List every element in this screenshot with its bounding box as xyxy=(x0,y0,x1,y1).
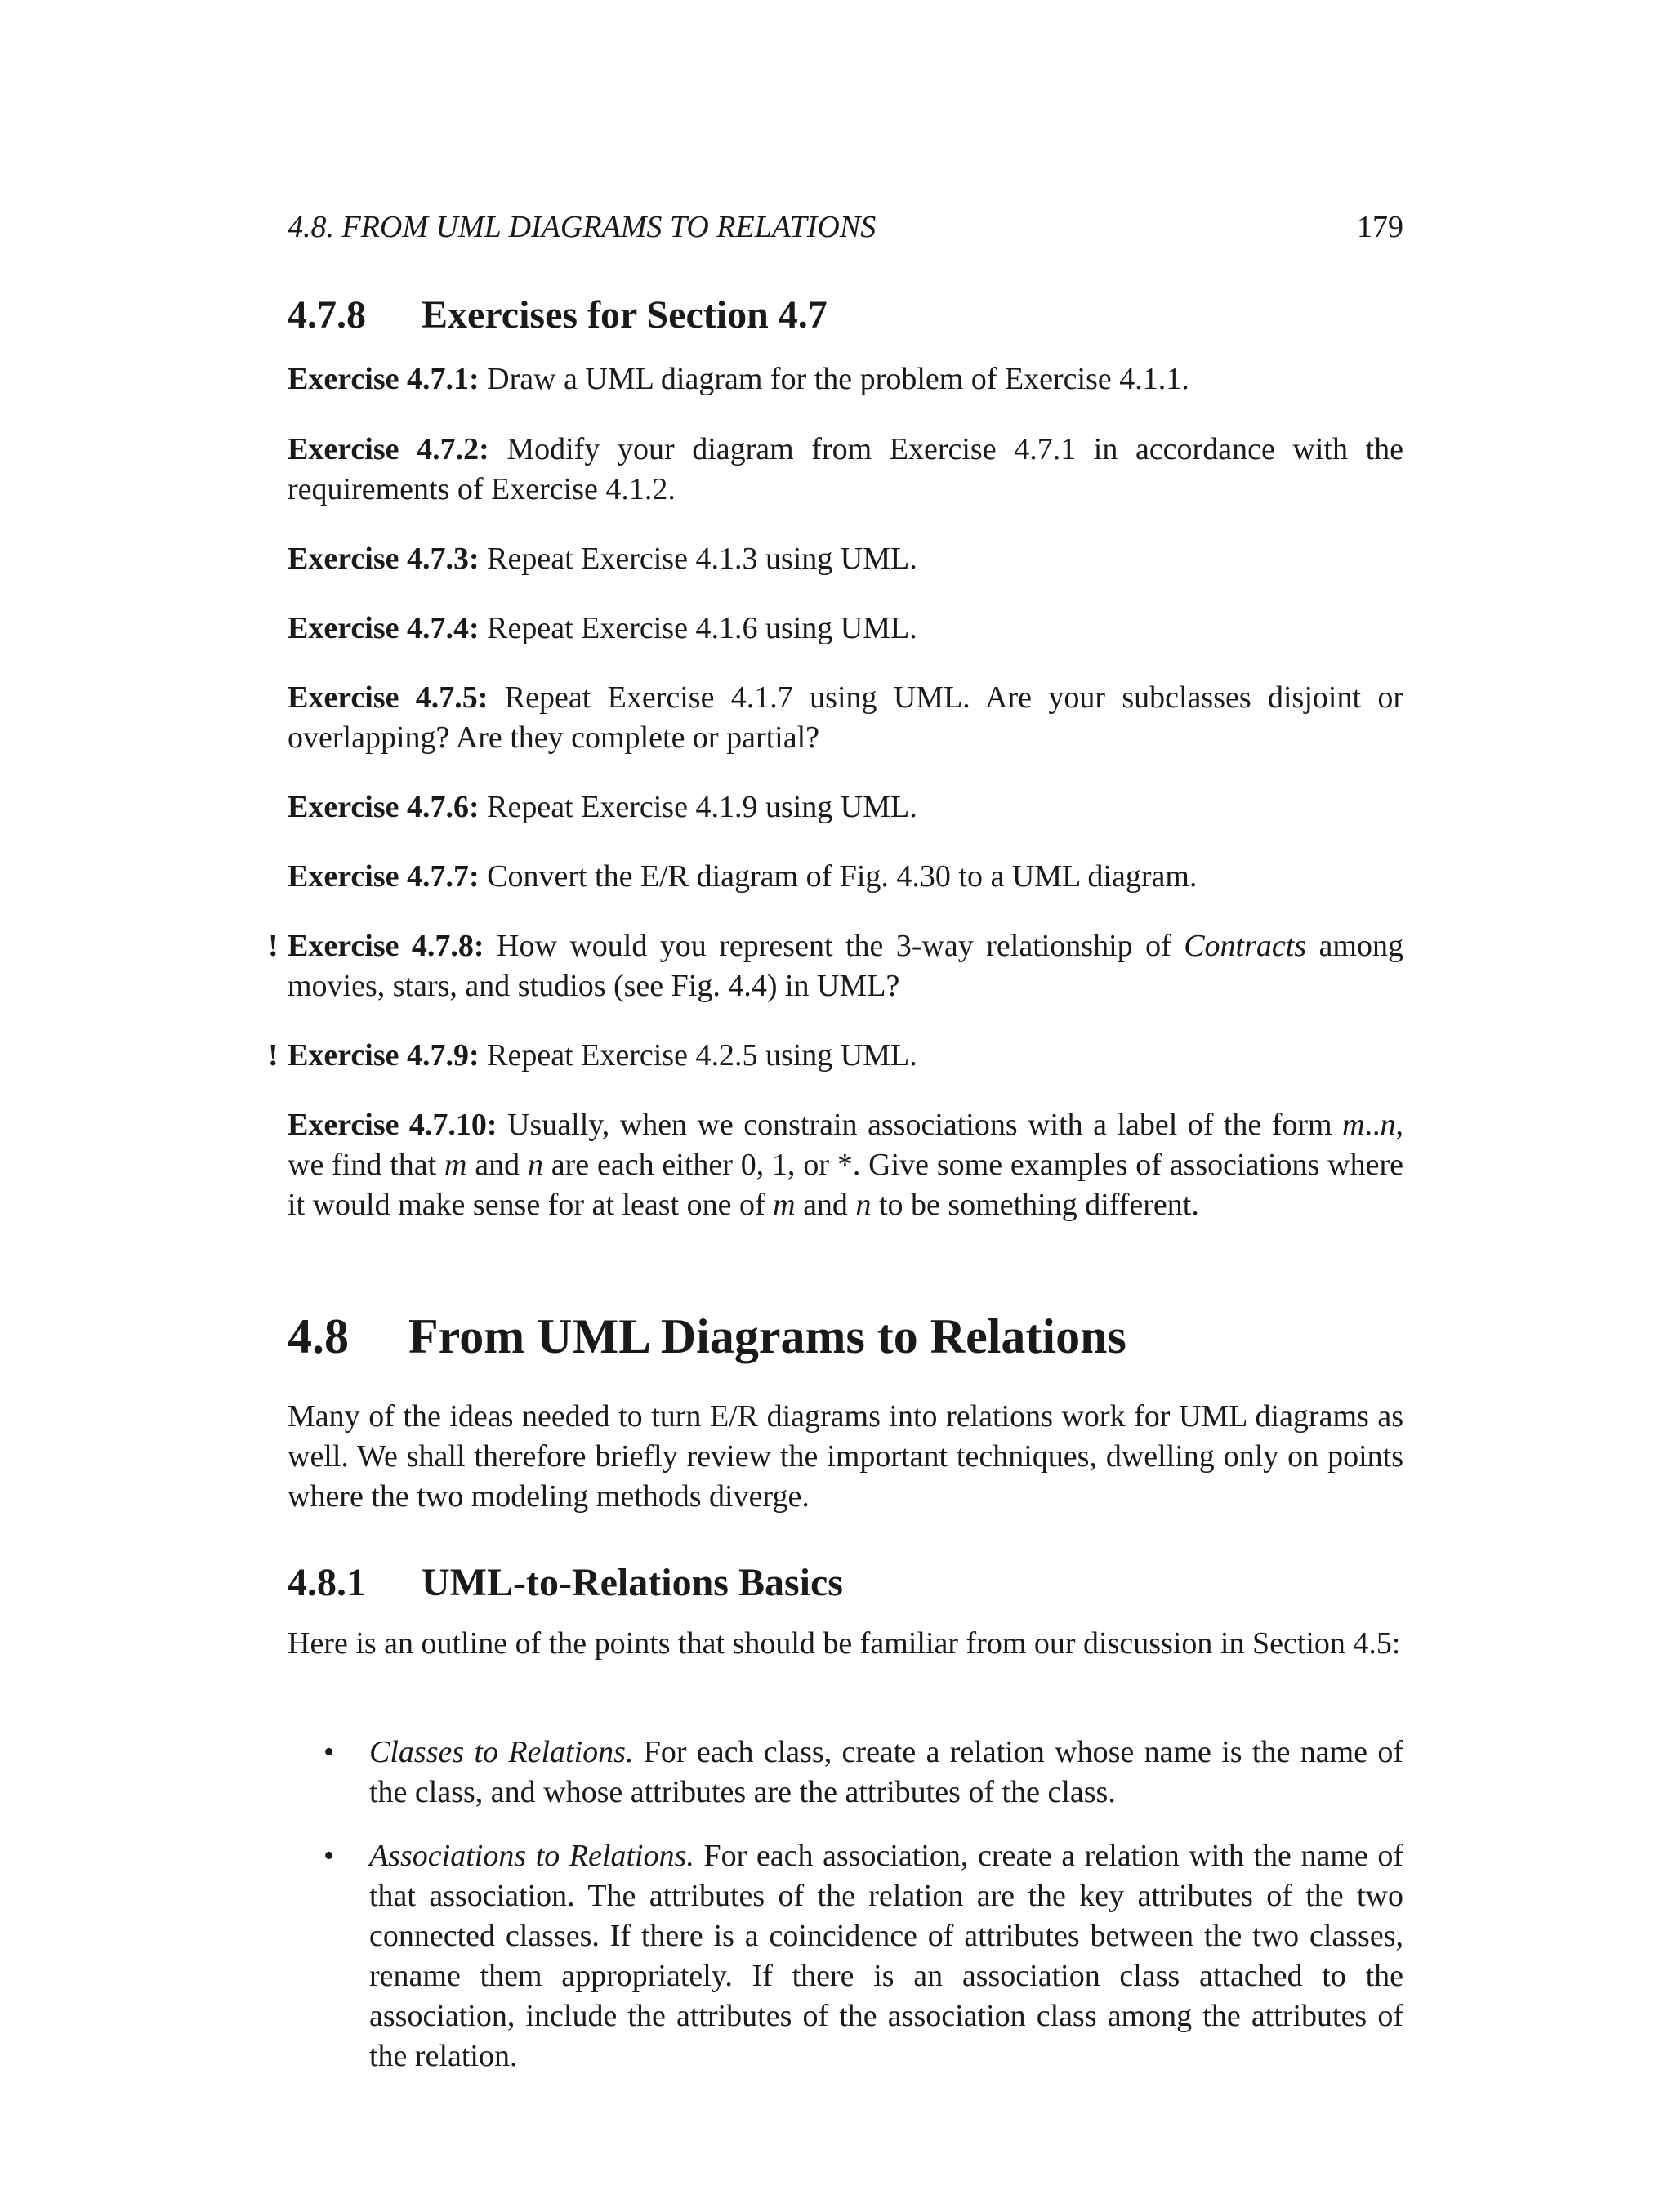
exercise-label: Exercise 4.7.4: xyxy=(288,611,480,645)
exercise-4-7-1 xyxy=(288,359,1403,399)
exercise-4-7-2 xyxy=(288,430,1403,510)
exercise-text: Modify your diagram from Exercise 4.7.1 in accordance with the requirements of Exercise 4.1.2. xyxy=(288,432,1403,506)
bullet-dot: • xyxy=(323,1839,335,1873)
exercise-4-7-6 xyxy=(288,787,1403,827)
exercise-text: Repeat Exercise 4.2.5 using UML. xyxy=(479,1038,917,1073)
subsection-title: UML-to-Relations Basics xyxy=(422,1561,843,1604)
bullet-text: For each class, create a relation whose name is the name of the class, and whose attributes are the attributes of the class. xyxy=(369,1735,1403,1809)
section-number: 4.8 xyxy=(288,1309,349,1363)
running-head xyxy=(288,204,1403,250)
exercise-label: Exercise 4.7.9: xyxy=(288,1038,480,1073)
math-n: n xyxy=(855,1188,872,1222)
subsection-heading-4-7-8 xyxy=(288,291,1403,340)
difficulty-mark: ! xyxy=(268,1038,279,1073)
exercise-4-7-9 xyxy=(268,1036,1403,1076)
exercise-label: Exercise 4.7.1: xyxy=(288,362,480,396)
book-page xyxy=(268,0,1404,2212)
exercise-text: are each either 0, 1, or *. Give some examples of associations where it would make sense for at least one of xyxy=(288,1148,1403,1222)
subsection-4-8-1-intro xyxy=(288,1624,1403,1664)
exercise-label: Exercise 4.7.3: xyxy=(288,542,480,576)
section-title: From UML Diagrams to Relations xyxy=(408,1309,1126,1363)
subsection-heading-4-8-1 xyxy=(288,1559,1403,1608)
exercise-4-7-10 xyxy=(288,1105,1403,1225)
exercise-4-7-8 xyxy=(268,926,1403,1006)
exercise-text: Repeat Exercise 4.1.7 using UML. Are your subclasses disjoint or overlapping? Are they complete or partial? xyxy=(288,680,1403,755)
exercise-text: and xyxy=(466,1148,528,1182)
bullet-dot: • xyxy=(323,1735,335,1769)
exercise-text: How would you represent the 3-way relationship of xyxy=(484,929,1184,963)
exercise-text: to be something different. xyxy=(871,1188,1199,1222)
exercise-4-7-3 xyxy=(288,539,1403,579)
exercise-text: Draw a UML diagram for the problem of Exercise 4.1.1. xyxy=(479,362,1189,396)
exercise-text: Repeat Exercise 4.1.3 using UML. xyxy=(479,542,917,576)
exercise-label: Exercise 4.7.6: xyxy=(288,790,480,824)
exercise-label: Exercise 4.7.2: xyxy=(288,432,489,466)
exercise-text: Repeat Exercise 4.1.6 using UML. xyxy=(479,611,917,645)
exercise-4-7-5 xyxy=(288,678,1403,758)
exercise-text: Convert the E/R diagram of Fig. 4.30 to a UML diagram. xyxy=(479,859,1198,894)
exercise-text: Usually, when we constrain associations with a label of the form xyxy=(497,1108,1343,1142)
subsection-title: Exercises for Section 4.7 xyxy=(422,293,828,337)
exercise-label: Exercise 4.7.8: xyxy=(288,929,484,963)
section-heading-4-8 xyxy=(288,1305,1403,1367)
page-number: 179 xyxy=(1357,210,1403,244)
exercise-text: and xyxy=(795,1188,856,1222)
math-m: m xyxy=(773,1188,796,1222)
math-dots: .. xyxy=(1364,1108,1381,1142)
running-head-title: 4.8. FROM UML DIAGRAMS TO RELATIONS xyxy=(288,210,877,244)
paragraph-text: Here is an outline of the points that should be familiar from our discussion in Section 4.5: xyxy=(288,1626,1401,1661)
math-n: n xyxy=(527,1148,543,1182)
math-m: m xyxy=(1342,1108,1365,1142)
exercise-text: Repeat Exercise 4.1.9 using UML. xyxy=(479,790,917,824)
exercise-label: Exercise 4.7.10: xyxy=(288,1108,497,1142)
math-m: m xyxy=(444,1148,467,1182)
exercise-text-end: among movies, stars, and studios (see Fig. 4.4) in UML? xyxy=(288,929,1403,1003)
exercise-label: Exercise 4.7.7: xyxy=(288,859,480,894)
paragraph-text: Many of the ideas needed to turn E/R diagrams into relations work for UML diagrams as well. We shall therefore briefly review the important techniques, dwelling only on points where the two modeling methods diverge. xyxy=(288,1399,1403,1514)
bullet-lead: Classes to Relations. xyxy=(369,1735,634,1769)
exercise-4-7-4 xyxy=(288,609,1403,649)
difficulty-mark: ! xyxy=(268,929,279,963)
exercise-text: , we find that xyxy=(288,1108,1404,1182)
section-4-8-intro xyxy=(288,1397,1403,1517)
math-n: n xyxy=(1380,1108,1396,1142)
subsection-number: 4.8.1 xyxy=(288,1561,366,1604)
exercise-4-7-7 xyxy=(288,857,1403,897)
subsection-number: 4.7.8 xyxy=(288,293,366,337)
exercise-text-italic: Contracts xyxy=(1184,929,1307,963)
bullet-classes-to-relations xyxy=(323,1733,1403,1813)
bullet-associations-to-relations xyxy=(323,1836,1403,2076)
exercise-label: Exercise 4.7.5: xyxy=(288,680,489,715)
bullet-text: For each association, create a relation with the name of that association. The attributes of the relation are the key attributes of the two connected classes. If there is a coincidence of attributes between the two classes, rename them appropriately. If there is an association class attached to the association, include the attributes of the association class among the attributes of the relation. xyxy=(369,1839,1403,2073)
bullet-lead: Associations to Relations. xyxy=(369,1839,694,1873)
